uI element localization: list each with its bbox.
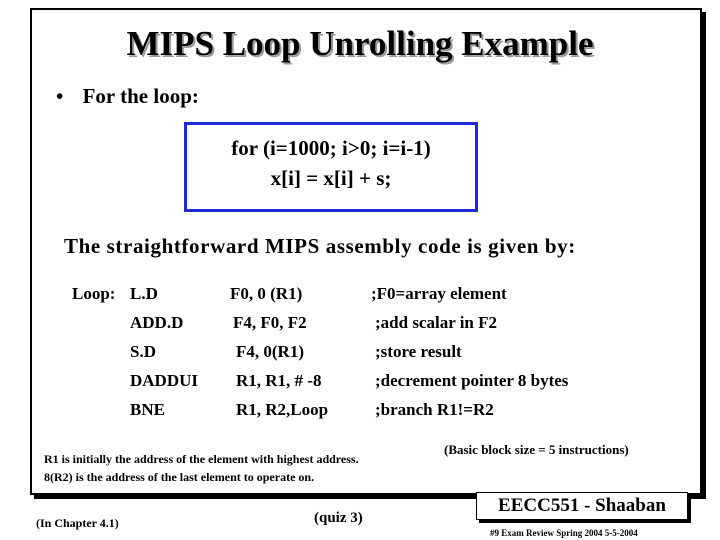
loop-code-line: x[i] = x[i] + s; bbox=[270, 166, 392, 190]
asm-comment: ;branch R1!=R2 bbox=[375, 400, 494, 419]
asm-comment: ;store result bbox=[375, 342, 462, 361]
asm-args: F4, 0(R1) bbox=[236, 342, 304, 361]
asm-args: R1, R2,Loop bbox=[236, 400, 329, 419]
bullet-icon: • bbox=[56, 84, 64, 108]
intro-text: The straightforward MIPS assembly code is given by: bbox=[64, 234, 576, 258]
asm-args: F4, F0, F2 bbox=[233, 313, 307, 332]
bullet-text: For the loop: bbox=[82, 84, 199, 108]
asm-op: ADD.D bbox=[130, 313, 184, 332]
asm-args: R1, R1, # -8 bbox=[236, 371, 322, 390]
slide-title: MIPS Loop Unrolling Example bbox=[126, 24, 594, 63]
asm-comment: ;add scalar in F2 bbox=[375, 313, 498, 332]
bullet-line bbox=[56, 84, 199, 109]
note-line: R1 is initially the address of the element with highest address. bbox=[44, 452, 359, 466]
loop-code-box bbox=[184, 122, 478, 212]
asm-args: F0, 0 (R1) bbox=[230, 284, 303, 303]
note-text bbox=[44, 450, 359, 486]
asm-op: L.D bbox=[130, 284, 158, 303]
asm-label: Loop: bbox=[72, 284, 116, 303]
note-line: 8(R2) is the address of the last element to operate on. bbox=[44, 470, 315, 484]
asm-op: S.D bbox=[130, 342, 156, 361]
course-badge: EECC551 - Shaaban bbox=[476, 492, 688, 520]
asm-comment: ;F0=array element bbox=[371, 284, 507, 303]
block-size-note: (Basic block size = 5 instructions) bbox=[444, 442, 629, 457]
chapter-ref: (In Chapter 4.1) bbox=[36, 516, 119, 530]
asm-comment: ;decrement pointer 8 bytes bbox=[375, 371, 569, 390]
asm-op: BNE bbox=[130, 400, 165, 419]
loop-code-line: for (i=1000; i>0; i=i-1) bbox=[231, 136, 431, 160]
asm-op: DADDUI bbox=[130, 371, 198, 390]
quiz-ref: (quiz 3) bbox=[314, 510, 363, 526]
slide-footer: #9 Exam Review Spring 2004 5-5-2004 bbox=[490, 528, 638, 538]
